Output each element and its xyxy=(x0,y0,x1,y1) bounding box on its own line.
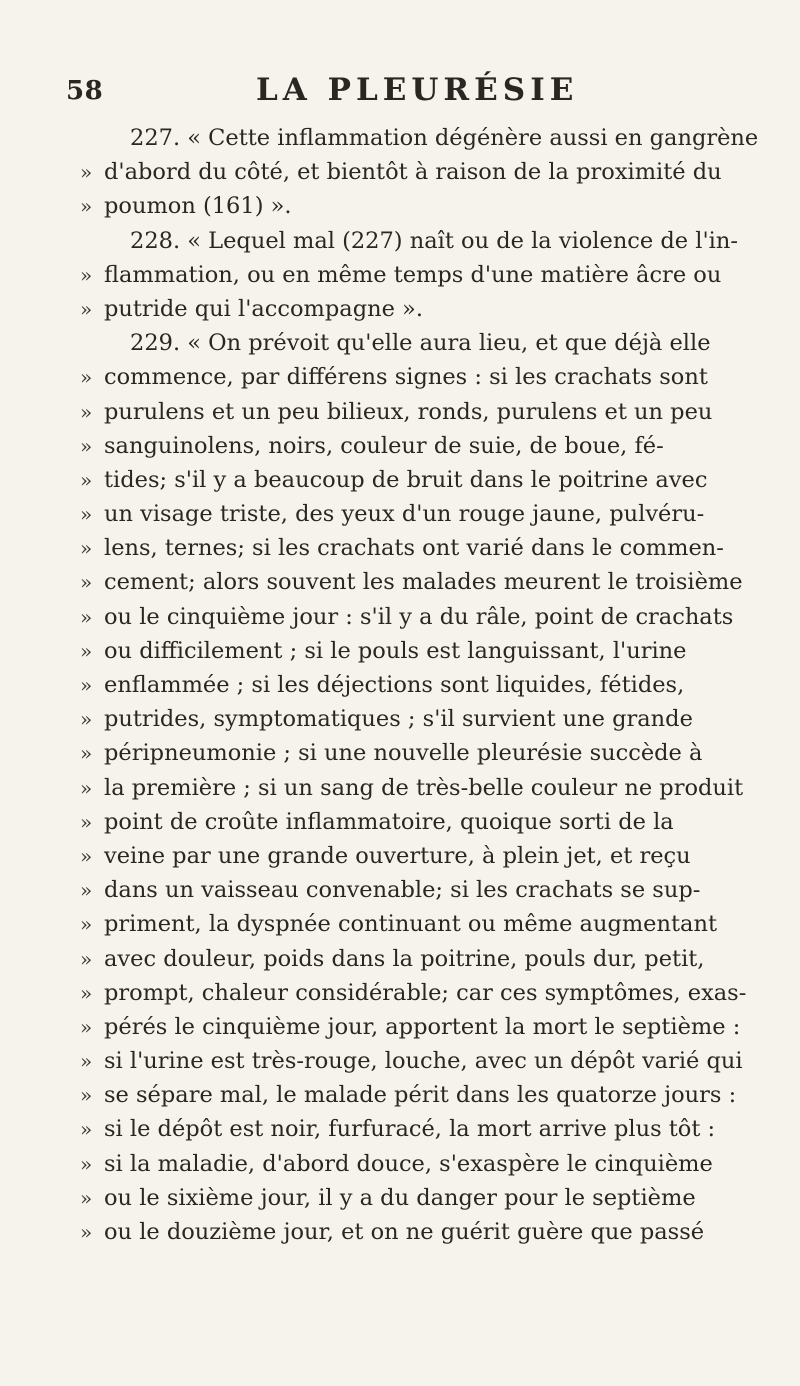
text-line xyxy=(80,634,780,668)
quote-mark: » xyxy=(80,365,93,390)
line-text: point de croûte inflammatoire, quoique sorti de la xyxy=(104,808,674,835)
text-line xyxy=(80,292,780,326)
line-text: lens, ternes; si les crachats ont varié dans le commen- xyxy=(104,535,724,562)
text-line xyxy=(80,736,780,770)
line-text: enflammée ; si les déjections sont liquides, fétides, xyxy=(104,672,685,698)
line-text: sanguinolens, noirs, couleur de suie, de boue, fé- xyxy=(104,432,664,459)
line-text: prompt, chaleur considérable; car ces symptômes, exas- xyxy=(104,979,747,1006)
page-header xyxy=(0,72,800,112)
line-text: poumon (161) ». xyxy=(104,193,292,220)
quote-mark: » xyxy=(80,741,93,766)
quote-mark: » xyxy=(80,467,93,492)
text-line xyxy=(80,189,780,223)
line-text: si l'urine est très-rouge, louche, avec un dépôt varié qui xyxy=(104,1048,743,1075)
text-line xyxy=(80,1010,780,1044)
quote-mark: » xyxy=(80,912,93,937)
quote-mark: » xyxy=(80,502,93,527)
quote-mark: » xyxy=(80,1083,93,1108)
text-line xyxy=(80,121,780,155)
text-line xyxy=(80,1112,780,1146)
line-text: putrides, symptomatiques ; s'il survient une grande xyxy=(104,706,693,733)
line-text: priment, la dyspnée continuant ou même augmentant xyxy=(104,911,717,938)
text-line xyxy=(80,600,780,634)
line-text: ou difficilement ; si le pouls est languissant, l'urine xyxy=(104,637,687,664)
quote-mark: » xyxy=(80,1049,93,1074)
text-line xyxy=(80,839,780,873)
text-line xyxy=(80,702,780,736)
text-line xyxy=(80,942,780,976)
line-text: un visage triste, des yeux d'un rouge jaune, pulvéru- xyxy=(104,501,705,528)
quote-mark: » xyxy=(80,296,93,321)
line-text: 227. « Cette inflammation dégénère aussi en gangrène xyxy=(130,125,759,151)
text-line xyxy=(80,1044,780,1078)
quote-mark: » xyxy=(80,1014,93,1039)
text-line xyxy=(80,360,780,394)
page-number: 58 xyxy=(66,76,104,106)
text-line xyxy=(80,771,780,805)
quote-mark: » xyxy=(80,946,93,971)
line-text: purulens et un peu bilieux, ronds, purulens et un peu xyxy=(104,398,713,425)
quote-mark: » xyxy=(80,980,93,1005)
line-text: péripneumonie ; si une nouvelle pleurésie succède à xyxy=(104,740,703,767)
text-line xyxy=(80,976,780,1010)
line-text: la première ; si un sang de très-belle couleur ne produit xyxy=(104,774,744,801)
quote-mark: » xyxy=(80,878,93,903)
line-text: 228. « Lequel mal (227) naît ou de la violence de l'in- xyxy=(130,227,738,254)
quote-mark: » xyxy=(80,604,93,629)
text-line xyxy=(80,258,780,292)
quote-mark: » xyxy=(80,262,93,287)
quote-mark: » xyxy=(80,638,93,663)
quote-mark: » xyxy=(80,399,93,424)
line-text: putride qui l'accompagne ». xyxy=(104,295,423,322)
text-line xyxy=(80,224,780,258)
quote-mark: » xyxy=(80,433,93,458)
line-text: si le dépôt est noir, furfuracé, la mort arrive plus tôt : xyxy=(104,1116,716,1143)
quote-mark: » xyxy=(80,1117,93,1142)
line-text: d'abord du côté, et bientôt à raison de la proximité du xyxy=(104,159,722,186)
line-text: 229. « On prévoit qu'elle aura lieu, et que déjà elle xyxy=(130,330,711,357)
quote-mark: » xyxy=(80,570,93,595)
line-text: se sépare mal, le malade périt dans les quatorze jours : xyxy=(104,1082,737,1109)
text-line xyxy=(80,497,780,531)
running-title: LA PLEURÉSIE xyxy=(256,72,579,108)
line-text: ou le cinquième jour : s'il y a du râle, point de crachats xyxy=(104,603,734,630)
text-line xyxy=(80,531,780,565)
quote-mark: » xyxy=(80,673,93,697)
line-text: commence, par différens signes : si les crachats sont xyxy=(104,364,708,391)
text-line xyxy=(80,395,780,429)
text-line xyxy=(80,326,780,360)
text-line xyxy=(80,1147,780,1181)
quote-mark: » xyxy=(80,809,93,834)
quote-mark: » xyxy=(80,160,93,185)
quote-mark: » xyxy=(80,1185,93,1210)
line-text: dans un vaisseau convenable; si les crachats se sup- xyxy=(104,877,701,904)
body-text xyxy=(80,121,780,1249)
quote-mark: » xyxy=(80,536,93,561)
text-line xyxy=(80,668,780,702)
quote-mark: » xyxy=(80,1151,93,1176)
text-line xyxy=(80,429,780,463)
quote-mark: » xyxy=(80,194,93,219)
line-text: flammation, ou en même temps d'une matière âcre ou xyxy=(104,261,722,288)
text-line xyxy=(80,907,780,941)
quote-mark: » xyxy=(80,775,93,800)
line-text: avec douleur, poids dans la poitrine, pouls dur, petit, xyxy=(104,945,705,972)
quote-mark: » xyxy=(80,707,93,732)
text-line xyxy=(80,155,780,189)
line-text: cement; alors souvent les malades meurent le troisième xyxy=(104,569,743,596)
line-text: ou le sixième jour, il y a du danger pour le septième xyxy=(104,1184,696,1211)
text-line xyxy=(80,463,780,497)
text-line xyxy=(80,873,780,907)
text-line xyxy=(80,1181,780,1215)
line-text: tides; s'il y a beaucoup de bruit dans le poitrine avec xyxy=(104,466,708,493)
line-text: si la maladie, d'abord douce, s'exaspère le cinquième xyxy=(104,1150,713,1177)
quote-mark: » xyxy=(80,843,93,868)
text-line xyxy=(80,805,780,839)
text-line xyxy=(80,1078,780,1112)
line-text: veine par une grande ouverture, à plein jet, et reçu xyxy=(104,842,691,869)
line-text: ou le douzième jour, et on ne guérit guère que passé xyxy=(104,1219,705,1245)
text-line xyxy=(80,565,780,599)
quote-mark: » xyxy=(80,1220,93,1244)
text-line xyxy=(80,1215,780,1249)
line-text: pérés le cinquième jour, apportent la mort le septième : xyxy=(104,1013,741,1040)
